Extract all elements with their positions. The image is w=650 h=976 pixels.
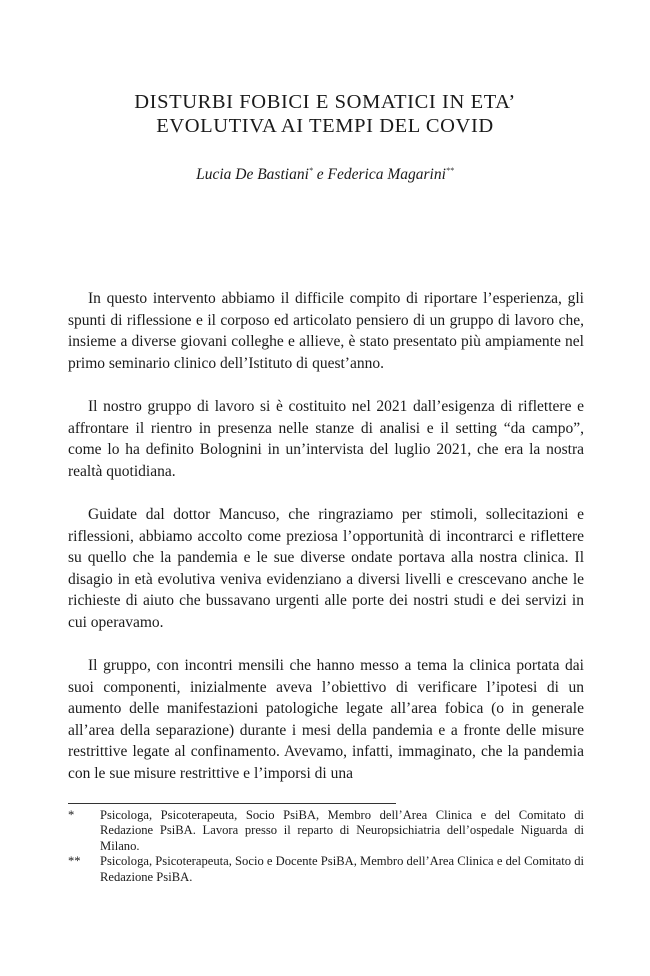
article-body	[68, 288, 584, 806]
footnote-1	[68, 808, 584, 854]
footnote-1-text: Psicologa, Psicoterapeuta, Socio PsiBA, Membro dell’Area Clinica e del Comitato di Redazione PsiBA. Lavora presso il reparto di Neuropsichiatria dell’ospedale Niguarda di Milano.	[100, 808, 584, 853]
author-line	[60, 166, 590, 184]
footnote-2-mark: **	[68, 854, 81, 869]
body-paragraph-1: In questo intervento abbiamo il difficile compito di riportare l’esperienza, gli spunti di riflessione e il corposo ed articolato pensiero di un gruppo di lavoro che, insieme a diverse giovani colleghe e allieve, è stato presentato più ampiamente nel primo seminario clinico dell’Istituto di quest’anno.	[68, 290, 584, 372]
footnote-2	[68, 854, 584, 885]
article-title-line-1: DISTURBI FOBICI E SOMATICI IN ETA’	[134, 91, 516, 113]
author-1-footnote-mark: *	[308, 166, 313, 175]
body-paragraph-3: Guidate dal dottor Mancuso, che ringraziamo per stimoli, sollecitazioni e riflessioni, abbiamo accolto come preziosa l’opportunità di incontrarci e riflettere su quello che la pandemia e le sue diverse ondate portava alla nostra clinica. Il disagio in età evolutiva veniva evidenziano a diversi livelli e crescevano anche le richieste di aiuto che bussavano urgenti alle porte dei nostri studi e dei servizi in cui operavamo.	[68, 505, 584, 631]
author-2: Federica Magarini	[327, 166, 446, 184]
author-1: Lucia De Bastiani	[196, 166, 309, 184]
author-2-footnote-mark: **	[445, 166, 454, 175]
article-title-line-2: EVOLUTIVA AI TEMPI DEL COVID	[156, 115, 494, 137]
body-paragraph-2: Il nostro gruppo di lavoro si è costituito nel 2021 dall’esigenza di riflettere e affrontare il rientro in presenza nelle stanze di analisi e il setting “da campo”, come lo ha definito Bolognini in un’intervista del luglio 2021, che era la nostra realtà quotidiana.	[68, 397, 584, 480]
body-paragraph-4: Il gruppo, con incontri mensili che hanno messo a tema la clinica portata dai suoi componenti, inizialmente aveva l’obiettivo di verificare l’ipotesi di un aumento delle manifestazioni patologiche legate all’area fobica (o in generale all’area della separazione) durante i mesi della pandemia e a fronte delle misure restrittive legate al confinamento. Avevamo, infatti, immaginato, che la pandemia con le sue misure restrittive e l’imporsi di una	[68, 657, 584, 783]
footnote-separator	[68, 803, 396, 804]
article-title	[60, 90, 590, 138]
footnote-1-mark: *	[68, 808, 75, 822]
footnotes	[68, 808, 584, 885]
footnote-2-text: Psicologa, Psicoterapeuta, Socio e Docente PsiBA, Membro dell’Area Clinica e del Comitato di Redazione PsiBA.	[100, 854, 584, 884]
author-conjunction: e	[312, 166, 328, 184]
